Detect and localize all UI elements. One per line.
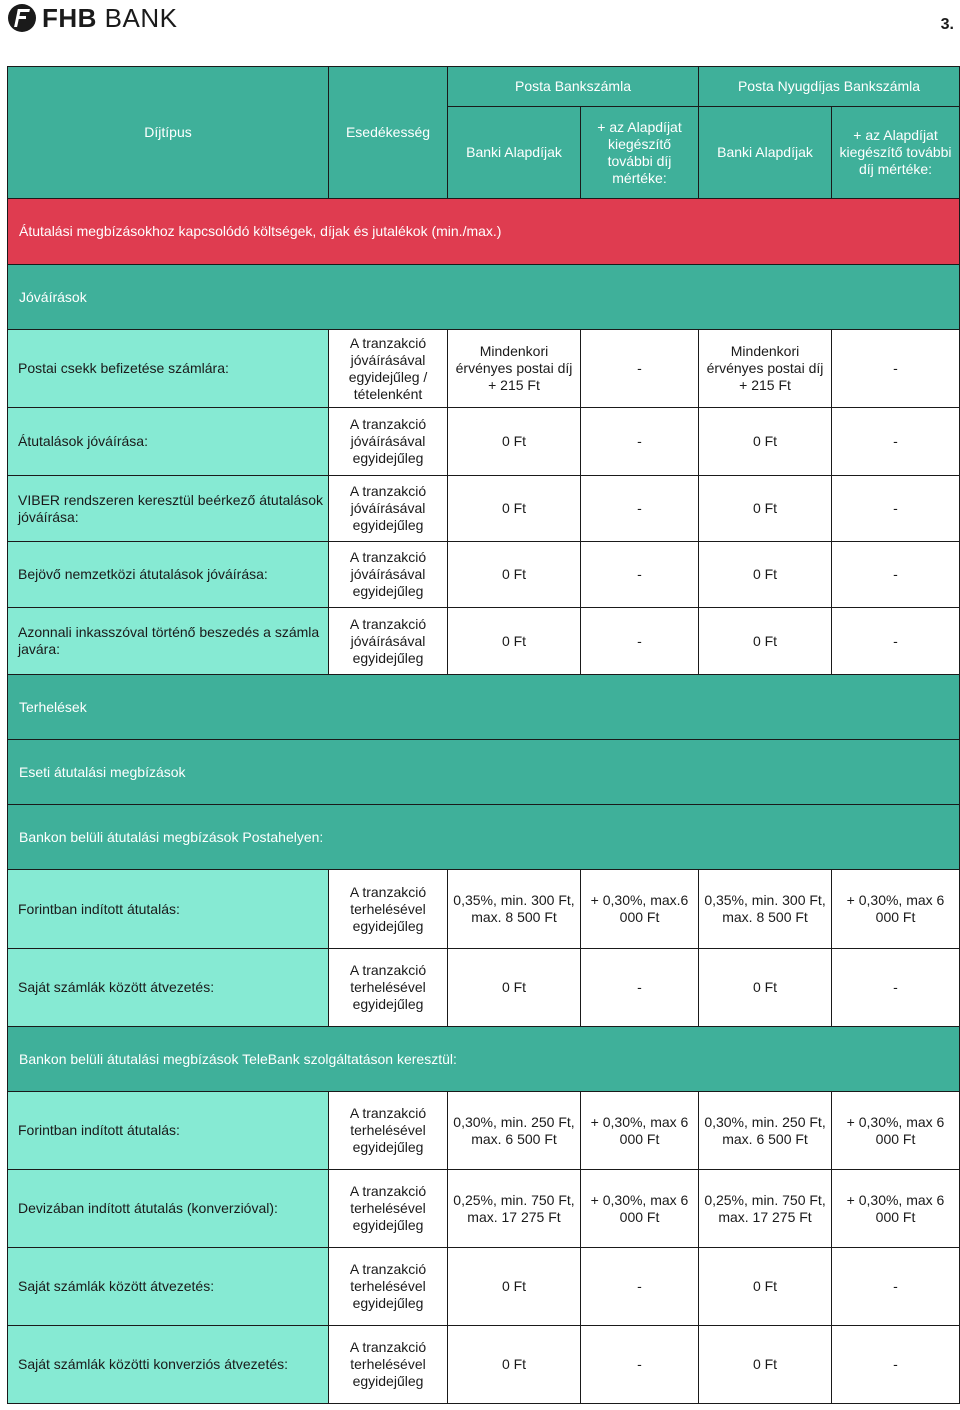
header-fee-type: Díjtípus xyxy=(8,67,329,199)
row-due: A tranzakció terhelésével egyidejűleg xyxy=(329,1170,448,1248)
posta-extra-value: - xyxy=(581,608,699,675)
row-due: A tranzakció terhelésével egyidejűleg xyxy=(329,1248,448,1326)
row-label: Saját számlák között átvezetés: xyxy=(8,949,329,1027)
row-due: A tranzakció terhelésével egyidejűleg xyxy=(329,1092,448,1170)
nyugdij-base-value: 0,25%, min. 750 Ft, max. 17 275 Ft xyxy=(699,1170,832,1248)
posta-base-value: 0 Ft xyxy=(448,408,581,476)
nyugdij-base-value: Mindenkori érvényes postai díj + 215 Ft xyxy=(699,330,832,408)
posta-extra-value: + 0,30%, max.6 000 Ft xyxy=(581,870,699,949)
row-label: Devizában indított átutalás (konverzióval): xyxy=(8,1170,329,1248)
table-row xyxy=(8,476,960,542)
posta-extra-value: + 0,30%, max 6 000 Ft xyxy=(581,1170,699,1248)
row-due: A tranzakció jóváírásával egyidejűleg xyxy=(329,476,448,542)
posta-base-value: 0,30%, min. 250 Ft, max. 6 500 Ft xyxy=(448,1092,581,1170)
table-row xyxy=(8,870,960,949)
table-row xyxy=(8,330,960,408)
header-posta-extra: + az Alapdíjat kiegészítő további díj mértéke: xyxy=(581,107,699,199)
header-posta-base: Banki Alapdíjak xyxy=(448,107,581,199)
row-label: VIBER rendszeren keresztül beérkező átutalások jóváírása: xyxy=(8,476,329,542)
posta-base-value: 0 Ft xyxy=(448,1248,581,1326)
nyugdij-extra-value: - xyxy=(832,408,960,476)
nyugdij-extra-value: + 0,30%, max 6 000 Ft xyxy=(832,1170,960,1248)
row-due: A tranzakció terhelésével egyidejűleg xyxy=(329,1326,448,1404)
header-posta-account: Posta Bankszámla xyxy=(448,67,699,107)
debits-heading: Terhelések xyxy=(8,675,960,740)
row-label: Bejövő nemzetközi átutalások jóváírása: xyxy=(8,542,329,608)
nyugdij-extra-value: - xyxy=(832,476,960,542)
row-label: Postai csekk befizetése számlára: xyxy=(8,330,329,408)
row-label: Forintban indított átutalás: xyxy=(8,870,329,949)
nyugdij-base-value: 0 Ft xyxy=(699,542,832,608)
nyugdij-extra-value: - xyxy=(832,949,960,1027)
header-nyugdij-extra: + az Alapdíjat kiegészítő további díj mértéke: xyxy=(832,107,960,199)
row-label: Azonnali inkasszóval történő beszedés a számla javára: xyxy=(8,608,329,675)
telebank-heading: Bankon belüli átutalási megbízások TeleBank szolgáltatáson keresztül: xyxy=(8,1027,960,1092)
nyugdij-extra-value: - xyxy=(832,542,960,608)
row-label: Forintban indított átutalás: xyxy=(8,1092,329,1170)
row-due: A tranzakció jóváírásával egyidejűleg / tételenként xyxy=(329,330,448,408)
nyugdij-base-value: 0 Ft xyxy=(699,408,832,476)
brand-logo xyxy=(8,4,177,32)
posta-extra-value: - xyxy=(581,1248,699,1326)
header-nyugdij-account: Posta Nyugdíjas Bankszámla xyxy=(699,67,960,107)
table-row xyxy=(8,1092,960,1170)
posta-extra-value: - xyxy=(581,542,699,608)
posta-extra-value: - xyxy=(581,949,699,1027)
table-row xyxy=(8,949,960,1027)
nyugdij-extra-value: - xyxy=(832,1248,960,1326)
posta-base-value: Mindenkori érvényes postai díj + 215 Ft xyxy=(448,330,581,408)
credits-heading: Jóváírások xyxy=(8,265,960,330)
posta-extra-value: - xyxy=(581,1326,699,1404)
posta-extra-value: + 0,30%, max 6 000 Ft xyxy=(581,1092,699,1170)
table-row xyxy=(8,1170,960,1248)
fee-table xyxy=(7,66,960,1404)
nyugdij-base-value: 0 Ft xyxy=(699,1326,832,1404)
nyugdij-base-value: 0,30%, min. 250 Ft, max. 6 500 Ft xyxy=(699,1092,832,1170)
posta-base-value: 0 Ft xyxy=(448,476,581,542)
brand-name: FHB BANK xyxy=(42,3,178,33)
posta-extra-value: - xyxy=(581,330,699,408)
nyugdij-extra-value: - xyxy=(832,1326,960,1404)
table-row xyxy=(8,608,960,675)
row-due: A tranzakció terhelésével egyidejűleg xyxy=(329,870,448,949)
posta-base-value: 0,25%, min. 750 Ft, max. 17 275 Ft xyxy=(448,1170,581,1248)
postal-heading: Bankon belüli átutalási megbízások Postahelyen: xyxy=(8,805,960,870)
nyugdij-extra-value: + 0,30%, max 6 000 Ft xyxy=(832,870,960,949)
nyugdij-extra-value: + 0,30%, max 6 000 Ft xyxy=(832,1092,960,1170)
nyugdij-base-value: 0 Ft xyxy=(699,476,832,542)
page-number: 3. xyxy=(940,16,954,33)
nyugdij-base-value: 0 Ft xyxy=(699,949,832,1027)
header-nyugdij-base: Banki Alapdíjak xyxy=(699,107,832,199)
table-row xyxy=(8,408,960,476)
posta-base-value: 0 Ft xyxy=(448,949,581,1027)
oneoff-heading: Eseti átutalási megbízások xyxy=(8,740,960,805)
row-due: A tranzakció jóváírásával egyidejűleg xyxy=(329,608,448,675)
section-title: Átutalási megbízásokhoz kapcsolódó költségek, díjak és jutalékok (min./max.) xyxy=(8,199,960,265)
posta-extra-value: - xyxy=(581,476,699,542)
posta-base-value: 0 Ft xyxy=(448,608,581,675)
nyugdij-extra-value: - xyxy=(832,608,960,675)
header-due: Esedékesség xyxy=(329,67,448,199)
row-label: Saját számlák közötti konverziós átvezetés: xyxy=(8,1326,329,1404)
fhb-logo-icon xyxy=(8,4,36,32)
nyugdij-extra-value: - xyxy=(832,330,960,408)
nyugdij-base-value: 0,35%, min. 300 Ft, max. 8 500 Ft xyxy=(699,870,832,949)
nyugdij-base-value: 0 Ft xyxy=(699,608,832,675)
table-row xyxy=(8,1248,960,1326)
row-due: A tranzakció terhelésével egyidejűleg xyxy=(329,949,448,1027)
table-row xyxy=(8,542,960,608)
posta-base-value: 0 Ft xyxy=(448,1326,581,1404)
row-label: Saját számlák között átvezetés: xyxy=(8,1248,329,1326)
table-row xyxy=(8,1326,960,1404)
posta-base-value: 0,35%, min. 300 Ft, max. 8 500 Ft xyxy=(448,870,581,949)
row-due: A tranzakció jóváírásával egyidejűleg xyxy=(329,542,448,608)
posta-base-value: 0 Ft xyxy=(448,542,581,608)
row-label: Átutalások jóváírása: xyxy=(8,408,329,476)
row-due: A tranzakció jóváírásával egyidejűleg xyxy=(329,408,448,476)
posta-extra-value: - xyxy=(581,408,699,476)
nyugdij-base-value: 0 Ft xyxy=(699,1248,832,1326)
